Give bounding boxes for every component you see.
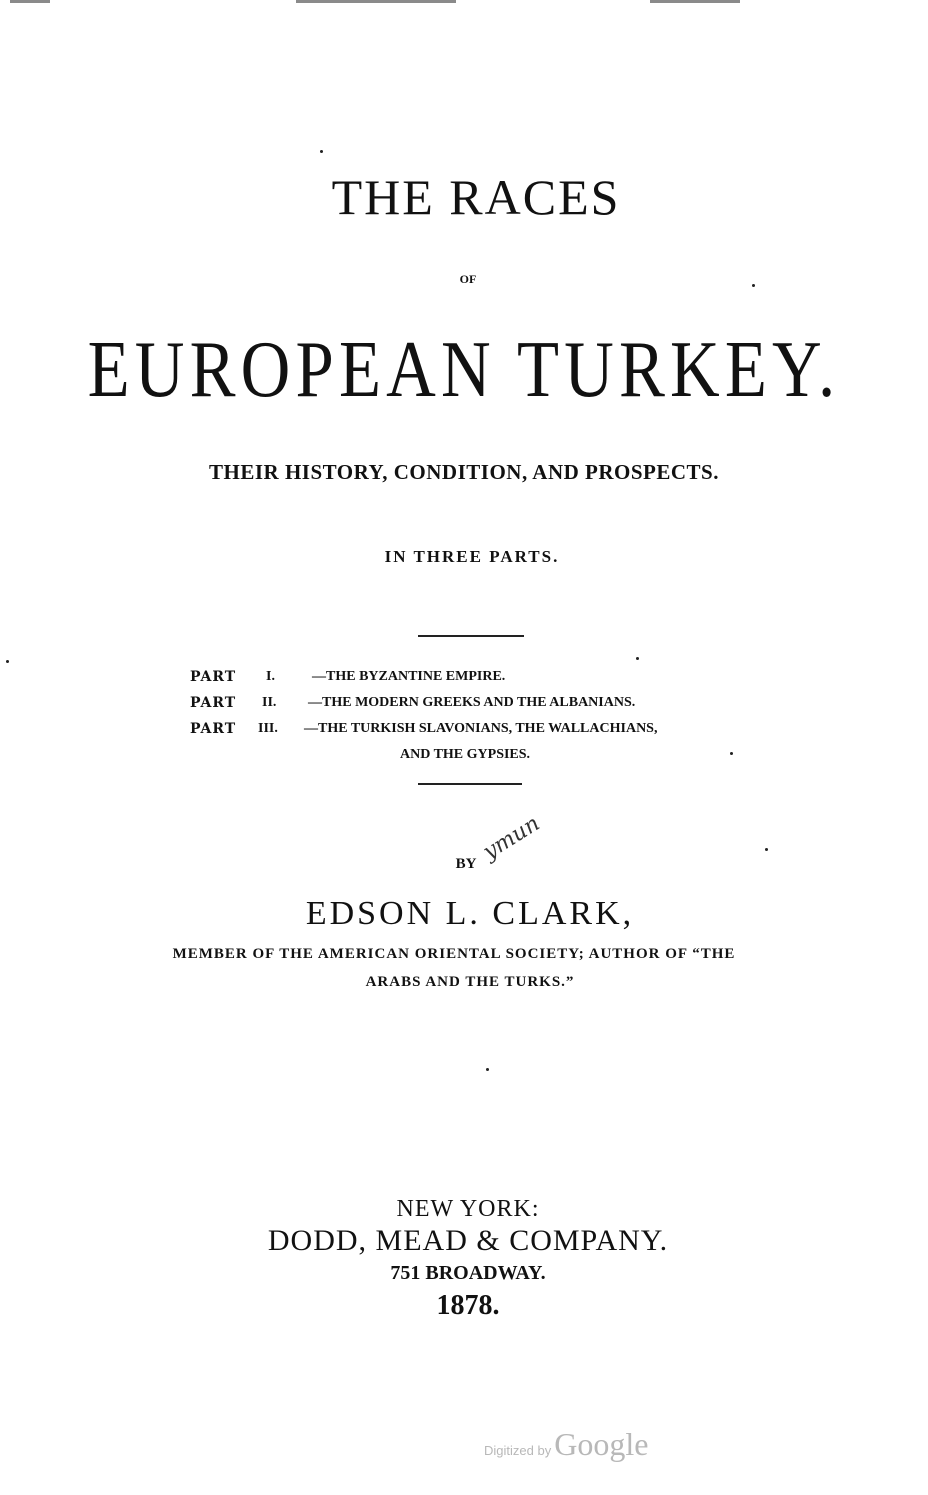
- scan-speck: [730, 752, 733, 755]
- part-title: —THE TURKISH SLAVONIANS, THE WALLACHIANS,: [304, 721, 658, 736]
- divider-rule-top: [418, 635, 524, 637]
- part-item: [190, 690, 657, 716]
- part-number: II.: [262, 695, 277, 710]
- part-item: [190, 716, 657, 742]
- part-number: I.: [266, 669, 275, 684]
- scan-speck: [320, 150, 323, 153]
- scan-edge-artifact: [10, 0, 50, 3]
- google-logo: Google: [554, 1426, 649, 1462]
- part-item: [190, 664, 657, 690]
- part-label: PART: [190, 721, 237, 737]
- imprint-year: 1878.: [436, 1290, 500, 1321]
- part-continuation: AND THE GYPSIES.: [400, 747, 531, 762]
- scan-speck: [752, 284, 755, 287]
- title-connector: OF: [459, 272, 477, 286]
- imprint-city: NEW YORK:: [396, 1196, 540, 1222]
- scan-speck: [765, 848, 768, 851]
- divider-rule-bottom: [418, 783, 522, 785]
- author-name: EDSON L. CLARK,: [305, 895, 635, 932]
- title-line-2: EUROPEAN TURKEY.: [87, 326, 841, 414]
- scan-speck: [6, 660, 9, 663]
- part-number: III.: [258, 721, 278, 736]
- parts-list: [190, 664, 657, 768]
- handwritten-annotation: ymun: [478, 811, 545, 865]
- imprint-publisher: DODD, MEAD & COMPANY.: [267, 1224, 669, 1257]
- byline-by: BY: [455, 856, 477, 872]
- digitized-by-google-watermark: [484, 1426, 648, 1463]
- author-credentials-line-1: MEMBER OF THE AMERICAN ORIENTAL SOCIETY; AUTHOR OF “THE: [172, 946, 736, 962]
- scan-speck: [636, 657, 639, 660]
- author-credentials-line-2: ARABS AND THE TURKS.”: [365, 974, 575, 990]
- imprint-address: 751 BROADWAY.: [390, 1262, 546, 1284]
- title-line-1: THE RACES: [331, 169, 621, 225]
- scan-edge-artifact: [650, 0, 740, 3]
- part-label: PART: [190, 695, 237, 711]
- part-label: PART: [190, 669, 237, 685]
- subtitle: THEIR HISTORY, CONDITION, AND PROSPECTS.: [209, 460, 719, 484]
- scan-edge-artifact: [296, 0, 456, 3]
- parts-heading: IN THREE PARTS.: [384, 547, 560, 566]
- watermark-prefix: Digitized by: [484, 1443, 552, 1458]
- part-title: —THE MODERN GREEKS AND THE ALBANIANS.: [308, 695, 636, 710]
- part-title: —THE BYZANTINE EMPIRE.: [312, 669, 506, 684]
- scan-speck: [486, 1068, 489, 1071]
